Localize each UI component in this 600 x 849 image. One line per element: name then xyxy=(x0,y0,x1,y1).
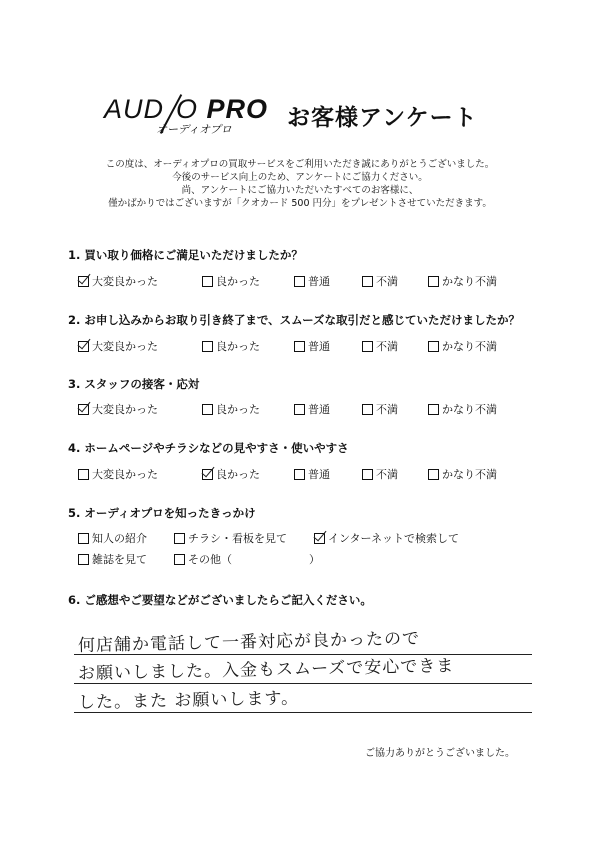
checkbox-checked[interactable] xyxy=(314,533,325,544)
checkbox[interactable] xyxy=(174,533,185,544)
handwritten-answer-line: した。また お願いします。 xyxy=(77,688,300,713)
q1-option-dissatisfied[interactable]: 不満 xyxy=(362,273,398,289)
intro-text xyxy=(60,158,540,210)
logo-subtitle: オーディオプロ xyxy=(156,123,232,136)
q5-option-friend[interactable]: 知人の紹介 xyxy=(78,530,147,546)
checkbox[interactable] xyxy=(202,276,213,287)
q3-option-very-dissatisfied[interactable]: かなり不満 xyxy=(428,401,497,417)
checkbox[interactable] xyxy=(362,276,373,287)
question-1-title: 1. 買い取り価格にご満足いただけましたか？ xyxy=(68,248,303,262)
handwritten-answer-line: 何店舗か電話して一番対応が良かったので xyxy=(77,628,421,656)
q4-option-average[interactable]: 普通 xyxy=(294,466,330,482)
question-5-options-row2 xyxy=(78,551,538,567)
q1-option-very-good[interactable]: 大変良かった xyxy=(78,273,158,289)
checkbox[interactable] xyxy=(428,276,439,287)
checkbox[interactable] xyxy=(362,404,373,415)
question-5-options-row1 xyxy=(78,530,538,546)
q3-option-good[interactable]: 良かった xyxy=(202,401,260,417)
q2-option-good[interactable]: 良かった xyxy=(202,338,260,354)
q1-option-average[interactable]: 普通 xyxy=(294,273,330,289)
comment-line xyxy=(74,683,532,684)
checkbox[interactable] xyxy=(294,469,305,480)
thank-you-note: ご協力ありがとうございました。 xyxy=(365,748,515,759)
q3-option-average[interactable]: 普通 xyxy=(294,401,330,417)
question-6-title: 6. ご感想やご要望などがございましたらご記入ください。 xyxy=(68,593,372,607)
checkbox[interactable] xyxy=(294,276,305,287)
checkbox-checked[interactable] xyxy=(78,341,89,352)
q2-option-dissatisfied[interactable]: 不満 xyxy=(362,338,398,354)
q1-option-good[interactable]: 良かった xyxy=(202,273,260,289)
audio-pro-logo xyxy=(104,94,274,140)
question-2-options xyxy=(78,338,538,354)
intro-line: この度は、オーディオプロの買取サービスをご利用いただき誠にありがとうございました。 xyxy=(105,159,495,170)
q4-option-very-dissatisfied[interactable]: かなり不満 xyxy=(428,466,497,482)
q5-option-magazine[interactable]: 雑誌を見て xyxy=(78,551,147,567)
q4-option-very-good[interactable]: 大変良かった xyxy=(78,466,158,482)
question-1-options xyxy=(78,273,538,289)
comment-line xyxy=(74,712,532,713)
checkbox-checked[interactable] xyxy=(78,276,89,287)
q4-option-good[interactable]: 良かった xyxy=(202,466,260,482)
page-title: お客様アンケート xyxy=(287,105,478,131)
logo-text: AUD O PRO xyxy=(104,94,269,124)
q5-option-internet[interactable]: インターネットで検索して xyxy=(314,530,459,546)
checkbox[interactable] xyxy=(294,341,305,352)
checkbox[interactable] xyxy=(78,533,89,544)
checkbox[interactable] xyxy=(362,469,373,480)
question-2-title: 2. お申し込みからお取り引き終了まで、スムーズな取引だと感じていただけましたか？ xyxy=(68,313,520,327)
checkbox-checked[interactable] xyxy=(78,404,89,415)
checkbox[interactable] xyxy=(202,341,213,352)
q2-option-very-dissatisfied[interactable]: かなり不満 xyxy=(428,338,497,354)
q1-option-very-dissatisfied[interactable]: かなり不満 xyxy=(428,273,497,289)
checkbox[interactable] xyxy=(78,469,89,480)
checkbox[interactable] xyxy=(428,469,439,480)
question-5-title: 5. オーディオプロを知ったきっかけ xyxy=(68,506,256,520)
q5-option-other[interactable]: その他（ ） xyxy=(174,551,320,567)
intro-line: 今後のサービス向上のため、アンケートにご協力ください。 xyxy=(172,172,428,183)
handwritten-answer-line: お願いしました。入金もスムーズで安心できま xyxy=(77,656,455,684)
checkbox[interactable] xyxy=(174,554,185,565)
checkbox-checked[interactable] xyxy=(202,469,213,480)
question-4-title: 4. ホームページやチラシなどの見やすさ・使いやすさ xyxy=(68,441,349,455)
checkbox[interactable] xyxy=(294,404,305,415)
question-3-title: 3. スタッフの接客・応対 xyxy=(68,377,200,391)
intro-line: 僅かばかりではございますが「クオカード 500 円分」をプレゼントさせていただきます。 xyxy=(108,198,492,209)
checkbox[interactable] xyxy=(428,341,439,352)
question-3-options xyxy=(78,401,538,417)
checkbox[interactable] xyxy=(78,554,89,565)
q3-option-very-good[interactable]: 大変良かった xyxy=(78,401,158,417)
checkbox[interactable] xyxy=(362,341,373,352)
question-4-options xyxy=(78,466,538,482)
intro-line: 尚、アンケートにご協力いただいたすべてのお客様に、 xyxy=(181,185,419,196)
q3-option-dissatisfied[interactable]: 不満 xyxy=(362,401,398,417)
q2-option-very-good[interactable]: 大変良かった xyxy=(78,338,158,354)
checkbox[interactable] xyxy=(428,404,439,415)
q2-option-average[interactable]: 普通 xyxy=(294,338,330,354)
q5-option-flyer[interactable]: チラシ・看板を見て xyxy=(174,530,287,546)
checkbox[interactable] xyxy=(202,404,213,415)
q4-option-dissatisfied[interactable]: 不満 xyxy=(362,466,398,482)
